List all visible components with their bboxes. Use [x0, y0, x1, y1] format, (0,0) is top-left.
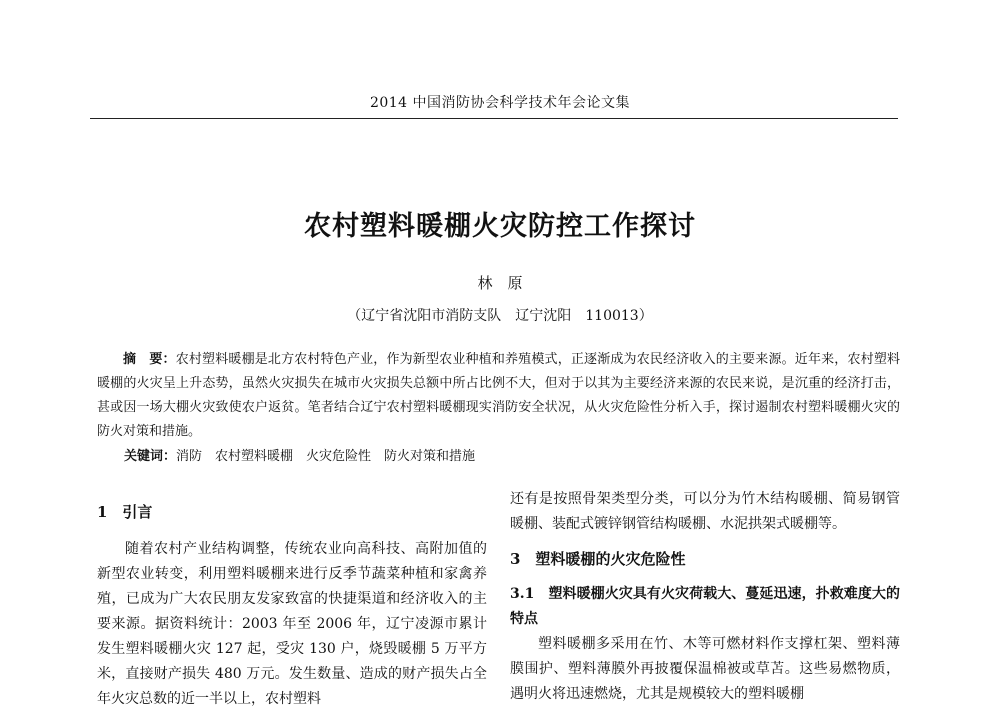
subsection-heading-3-1: 3.1 塑料暖棚火灾具有火灾荷载大、蔓延迅速，扑救难度大的特点 [510, 586, 900, 627]
header-rule [90, 118, 898, 119]
continued-paragraph: 还有是按照骨架类型分类，可以分为竹木结构暖棚、简易钢管暖棚、装配式镀锌钢管结构暖棚、水泥拱架式暖棚等。 [510, 491, 900, 532]
abstract-label: 摘 要： [123, 352, 176, 367]
left-column [97, 500, 487, 712]
keywords-text: 消防 农村塑料暖棚 火灾危险性 防火对策和措施 [176, 449, 476, 464]
author-name: 林 原 [477, 274, 523, 292]
introduction-paragraph: 随着农村产业结构调整，传统农业向高科技、高附加值的新型农业转变，利用塑料暖棚来进行反季节蔬菜种植和家禽养殖，已成为广大农民朋友发家致富的快捷渠道和经济收入的主要来源。据资料统计：2003 年至 2006 年，辽宁凌源市累计发生塑料暖棚火灾 127 起，受灾 130 户，烧毁暖棚 5 万平方米，直接财产损失 480 万元。发生数量、造成的财产损失占全年火灾总数的近一半以上，农村塑料 [97, 541, 487, 707]
keywords-label: 关键词： [124, 449, 177, 464]
abstract [97, 348, 900, 444]
running-header: 2014 中国消防协会科学技术年会论文集 [369, 95, 631, 111]
keywords [124, 445, 900, 469]
section-heading-fire-hazard: 3 塑料暖棚的火灾危险性 [510, 550, 686, 568]
section-heading-introduction: 1 引言 [97, 503, 153, 521]
abstract-text: 农村塑料暖棚是北方农村特色产业，作为新型农业种植和养殖模式，正逐渐成为农民经济收入的主要来源。近年来，农村塑料暖棚的火灾呈上升态势，虽然火灾损失在城市火灾损失总额中所占比例不大，但对于以其为主要经济来源的农民来说，是沉重的经济打击，甚或因一场大棚火灾致使农户返贫。笔者结合辽宁农村塑料暖棚现实消防安全状况，从火灾危险性分析入手，探讨遏制农村塑料暖棚火灾的防火对策和措施。 [97, 352, 900, 439]
subsection-3-1-paragraph: 塑料暖棚多采用在竹、木等可燃材料作支撑杠架、塑料薄膜围护、塑料薄膜外再披覆保温棉被或草苫。这些易燃物质，遇明火将迅速燃烧，尤其是规模较大的塑料暖棚 [510, 636, 900, 702]
right-column [510, 487, 900, 707]
paper-title: 农村塑料暖棚火灾防控工作探讨 [304, 211, 696, 242]
author-affiliation: （辽宁省沈阳市消防支队 辽宁沈阳 110013） [347, 308, 653, 324]
